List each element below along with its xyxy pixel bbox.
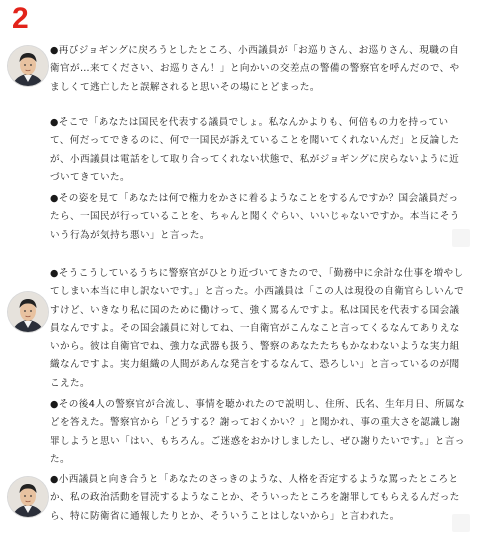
paragraph-5: ●その後4人の警察官が合流し、事情を聴かれたので説明し、住所、氏名、生年月日、所属などを答えた。警察官から「どうする？謝っておくかい？」と聞かれ、事の重大さを認識し謝罪しようと思い「はい、もちろん。ご迷惑をおかけしましたし、ぜひ謝りたいです。」と言った。 (50, 399, 466, 465)
person-portrait-icon (8, 292, 48, 332)
paragraph-6: ●小西議員と向き合うと「あなたのさっきのような、人格を否定するような罵ったところとか、私の政治活動を冒涜するようなことか、そういったところを謝罪してもらえるんだったら、特に防衛省に通報したりとか、そういうことはしないから」と言われた。 (50, 474, 460, 522)
paragraph-2: ●そこで「あなたは国民を代表する議員でしょ。私なんかよりも、何倍もの力を持っていて、何だってできるのに、何で一国民が訴えていることを聞いてくれないんだ」と反論したが、小西議員は電話をして取り合ってくれない状態で、私がジョギングに戻らないように近づいてきていた。 (50, 117, 460, 183)
person-portrait-icon (8, 477, 48, 517)
paragraph-1: ●再びジョギングに戻ろうとしたところ、小西議員が「お巡りさん、お巡りさん、現職の自衛官が…来てください、お巡りさん！」と向かいの交差点の警備の警察官を呼んだので、やましくて逃亡したと誤解されると思いその場にとどまった。 (50, 45, 460, 93)
avatar (8, 46, 48, 86)
avatar (8, 477, 48, 517)
person-portrait-icon (8, 46, 48, 86)
avatar (8, 292, 48, 332)
paragraph-4: ●そうこうしているうちに警察官がひとり近づいてきたので、「勤務中に余計な仕事を増やしてしまい本当に申し訳ないです。」と言った。小西議員は「この人は現役の自衛官らしいんですけど、いきなり私に国のために働けって、強く罵るんですよ。私は国民を代表する国会議員なんですよ。その国会議員に対してね、一自衛官がこんなこと言ってくるなんてありえないから。彼は自衛官でね、強力な武器も扱う、警察のあなたたちもかなわないような実力組織なんですよ。実力組織の人間があんな発言をするなんて、恐ろしい」と言っているのが聞こえた。 (50, 268, 465, 389)
paragraph-3: ●その姿を見て「あなたは何で権力をかさに着るようなことをするんですか？国会議員だったら、一国民が行っていることを、ちゃんと聞くぐらい、いいじゃないですか。本当にそういう行為が気持ち悪い」と言った。 (50, 193, 460, 241)
side-button[interactable] (452, 514, 470, 532)
section-number: 2 (12, 2, 29, 35)
side-button[interactable] (452, 229, 470, 247)
